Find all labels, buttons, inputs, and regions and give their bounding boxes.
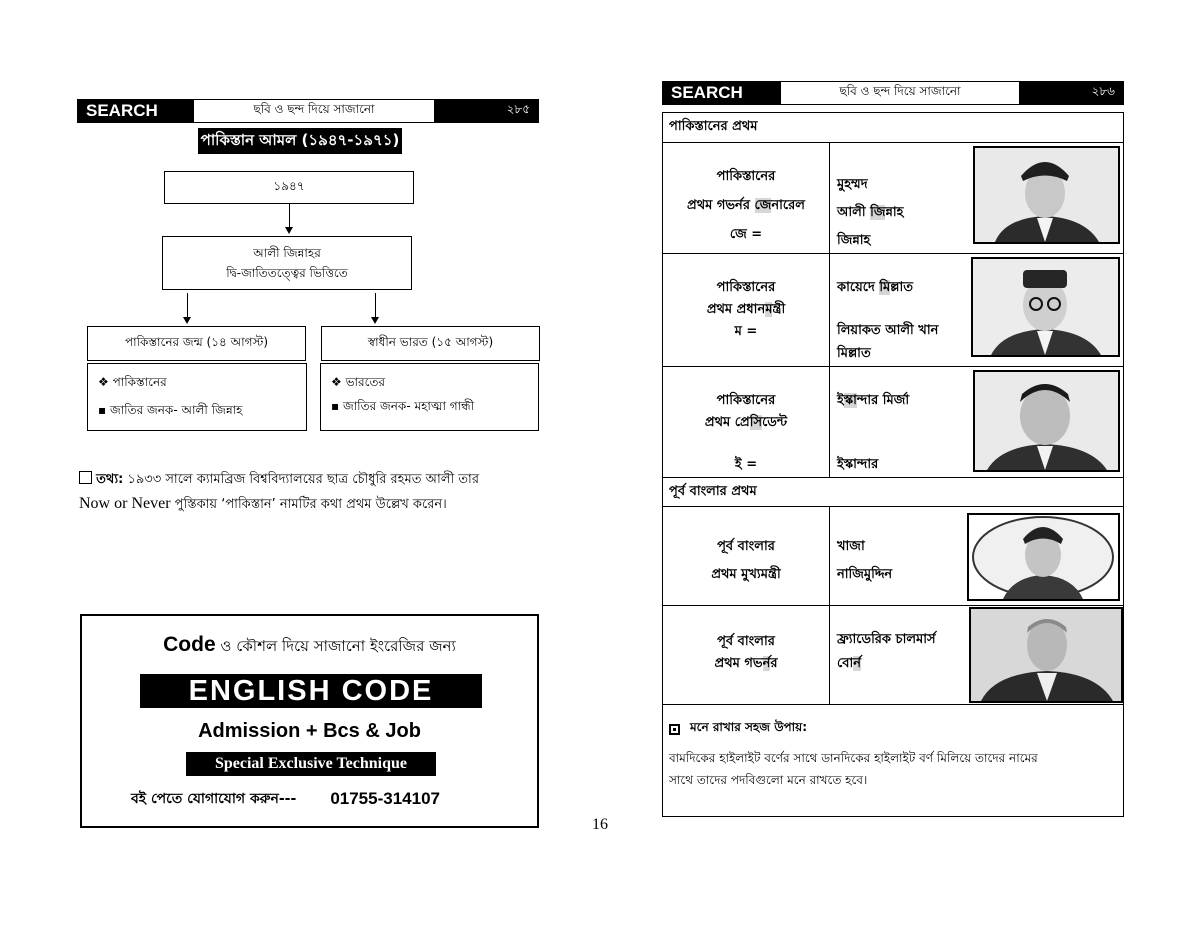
section-east-bengal-label: পূর্ব বাংলার প্রথম: [669, 483, 757, 499]
section-pakistan-first: [663, 113, 1123, 143]
pakistan-details-box: [87, 363, 307, 431]
square-bullet-icon: [669, 724, 680, 735]
row3-role-2: প্রথম প্রেসিডেন্ট: [704, 415, 788, 430]
india-item-1: ❖ ভারতের: [331, 375, 386, 389]
table-row: [663, 367, 1123, 478]
ad-contact-line: [131, 786, 531, 812]
fact-text-2: পুস্তিকায় ‘পাকিস্তান’ নামটির কথা প্রথম উল্লেখ করেন।: [174, 497, 447, 512]
right-header-title: ছবি ও ছন্দ দিয়ে সাজানো: [781, 82, 1019, 104]
fact-english: Now or Never: [79, 495, 171, 512]
flow-year: ১৯৪৭: [273, 178, 305, 193]
india-details-box: [320, 363, 539, 431]
row3-name-2: ইস্কান্দার: [837, 457, 879, 472]
section-pakistan-label: পাকিস্তানের প্রথম: [669, 119, 758, 134]
pakistan-birth-label: পাকিস্তানের জন্ম (১৪ আগস্ট): [124, 334, 269, 349]
fact-line-1: [79, 468, 549, 492]
table-row: [663, 143, 1123, 254]
fact-line-2: [79, 492, 549, 517]
left-header-page: ২৮৫: [434, 100, 538, 122]
row1-name-1: মুহম্মদ: [837, 177, 868, 192]
memory-tip: [669, 719, 1119, 791]
fact-text-1: ১৯৩৩ সালে ক্যামব্রিজ বিশ্ববিদ্যালয়ের ছাত্র চৌধুরি রহমত আলী তার: [127, 472, 479, 487]
row5-role-cell: [663, 606, 830, 704]
tip-line-1: বামদিকের হাইলাইট বর্ণের সাথে ডানদিকের হাইলাইট বর্ণ মিলিয়ে তাদের নামের: [669, 751, 1038, 765]
row5-role-1: পূর্ব বাংলার: [717, 634, 775, 649]
left-header-brand: SEARCH: [78, 100, 194, 122]
row1-name-2: আলী জিন্নাহ: [837, 205, 904, 220]
arrow-basis-to-india: [375, 293, 376, 318]
row5-name-2: বোর্ন: [837, 656, 862, 671]
india-independence-label: স্বাধীন ভারত (১৫ আগস্ট): [367, 334, 494, 349]
flow-year-box: [164, 171, 414, 204]
flow-basis-line1: আলী জিন্নাহর: [253, 246, 321, 260]
row2-name-2: লিয়াকত আলী খান: [837, 323, 939, 338]
row4-role-1: পূর্ব বাংলার: [717, 539, 775, 554]
row2-name-3: মিল্লাত: [837, 346, 871, 361]
flow-basis-line2: দ্বি-জাতিতত্ত্বের ভিত্তিতে: [226, 266, 348, 280]
ad-line-1: [82, 632, 537, 660]
table-row: [663, 606, 1123, 705]
portrait-bourne: [969, 607, 1123, 703]
row3-role-1: পাকিস্তানের: [716, 393, 776, 408]
table-row: [663, 254, 1123, 367]
row4-role-cell: [663, 507, 830, 605]
right-header-brand: SEARCH: [663, 82, 781, 104]
fact-paragraph: [79, 468, 549, 517]
english-code-ad: [80, 614, 539, 828]
row1-role-cell: [663, 143, 830, 253]
pakistan-item-1: ❖ পাকিস্তানের: [98, 375, 167, 389]
row4-name-2: নাজিমুদ্দিন: [837, 567, 893, 582]
right-header-page: ২৮৬: [1019, 82, 1123, 104]
topic-title: পাকিস্তান আমল (১৯৪৭-১৯৭১): [198, 128, 402, 154]
portrait-nazimuddin: [967, 513, 1120, 601]
ad-phone: 01755-314107: [330, 789, 440, 808]
row1-role-2: প্রথম গভর্নর জেনারেল: [686, 198, 805, 213]
flow-basis-box: [162, 236, 412, 290]
right-header-bar: [662, 81, 1124, 105]
portrait-iskander-mirza: [973, 370, 1120, 472]
left-header-title: ছবি ও ছন্দ দিয়ে সাজানো: [194, 100, 434, 122]
fact-label: তথ্য:: [96, 472, 124, 487]
india-independence-head: [321, 326, 540, 361]
table-row: [663, 507, 1123, 606]
left-header-bar: [77, 99, 539, 123]
first-officials-table: [662, 112, 1124, 817]
section-east-bengal-first: [663, 478, 1123, 507]
india-item-2: ▪ জাতির জনক- মহাত্মা গান্ধী: [331, 399, 475, 413]
ad-subtitle: Admission + Bcs & Job: [198, 719, 421, 742]
ad-brand-banner: ENGLISH CODE: [140, 674, 482, 708]
tip-line-2: সাথে তাদের পদবিগুলো মনে রাখতে হবে।: [669, 773, 868, 787]
ad-code-word: Code: [163, 632, 216, 656]
checkbox-icon: [79, 471, 92, 484]
arrow-year-to-basis: [289, 204, 290, 228]
arrow-basis-to-pakistan: [187, 293, 188, 318]
row3-role-cell: [663, 367, 830, 477]
row1-name-3: জিন্নাহ: [837, 233, 871, 248]
ad-tag: Special Exclusive Technique: [186, 752, 436, 776]
row2-role-2: প্রথম প্রধানমন্ত্রী: [706, 302, 786, 317]
portrait-liaquat: [971, 257, 1120, 357]
tip-title: মনে রাখার সহজ উপায়:: [690, 720, 808, 734]
row4-role-2: প্রথম মুখ্যমন্ত্রী: [711, 567, 781, 582]
row2-role-1: পাকিস্তানের: [716, 280, 776, 295]
ad-contact-label: বই পেতে যোগাযোগ করুন---: [131, 791, 297, 807]
portrait-jinnah: [973, 146, 1120, 244]
row1-role-1: পাকিস্তানের: [716, 169, 776, 184]
row5-name-1: ফ্র্যাডেরিক চালমার্স: [837, 632, 936, 647]
row3-name-1: ইস্কান্দার মির্জা: [837, 393, 910, 408]
row5-role-2: প্রথম গভর্নর: [714, 656, 778, 671]
tip-title-line: [669, 719, 1119, 739]
row1-role-3: জে =: [729, 227, 763, 242]
ad-line-1-text: ও কৌশল দিয়ে সাজানো ইংরেজির জন্য: [220, 636, 456, 655]
row4-name-1: খাজা: [837, 539, 865, 554]
row2-role-3: ম =: [734, 324, 758, 339]
row3-role-3: ই =: [734, 457, 758, 472]
page-number: 16: [592, 816, 608, 833]
row2-role-cell: [663, 254, 830, 366]
pakistan-birth-head: [87, 326, 306, 361]
row2-name-1: কায়েদে মিল্লাত: [837, 280, 914, 295]
pakistan-item-2: ▪ জাতির জনক- আলী জিন্নাহ: [98, 403, 243, 417]
